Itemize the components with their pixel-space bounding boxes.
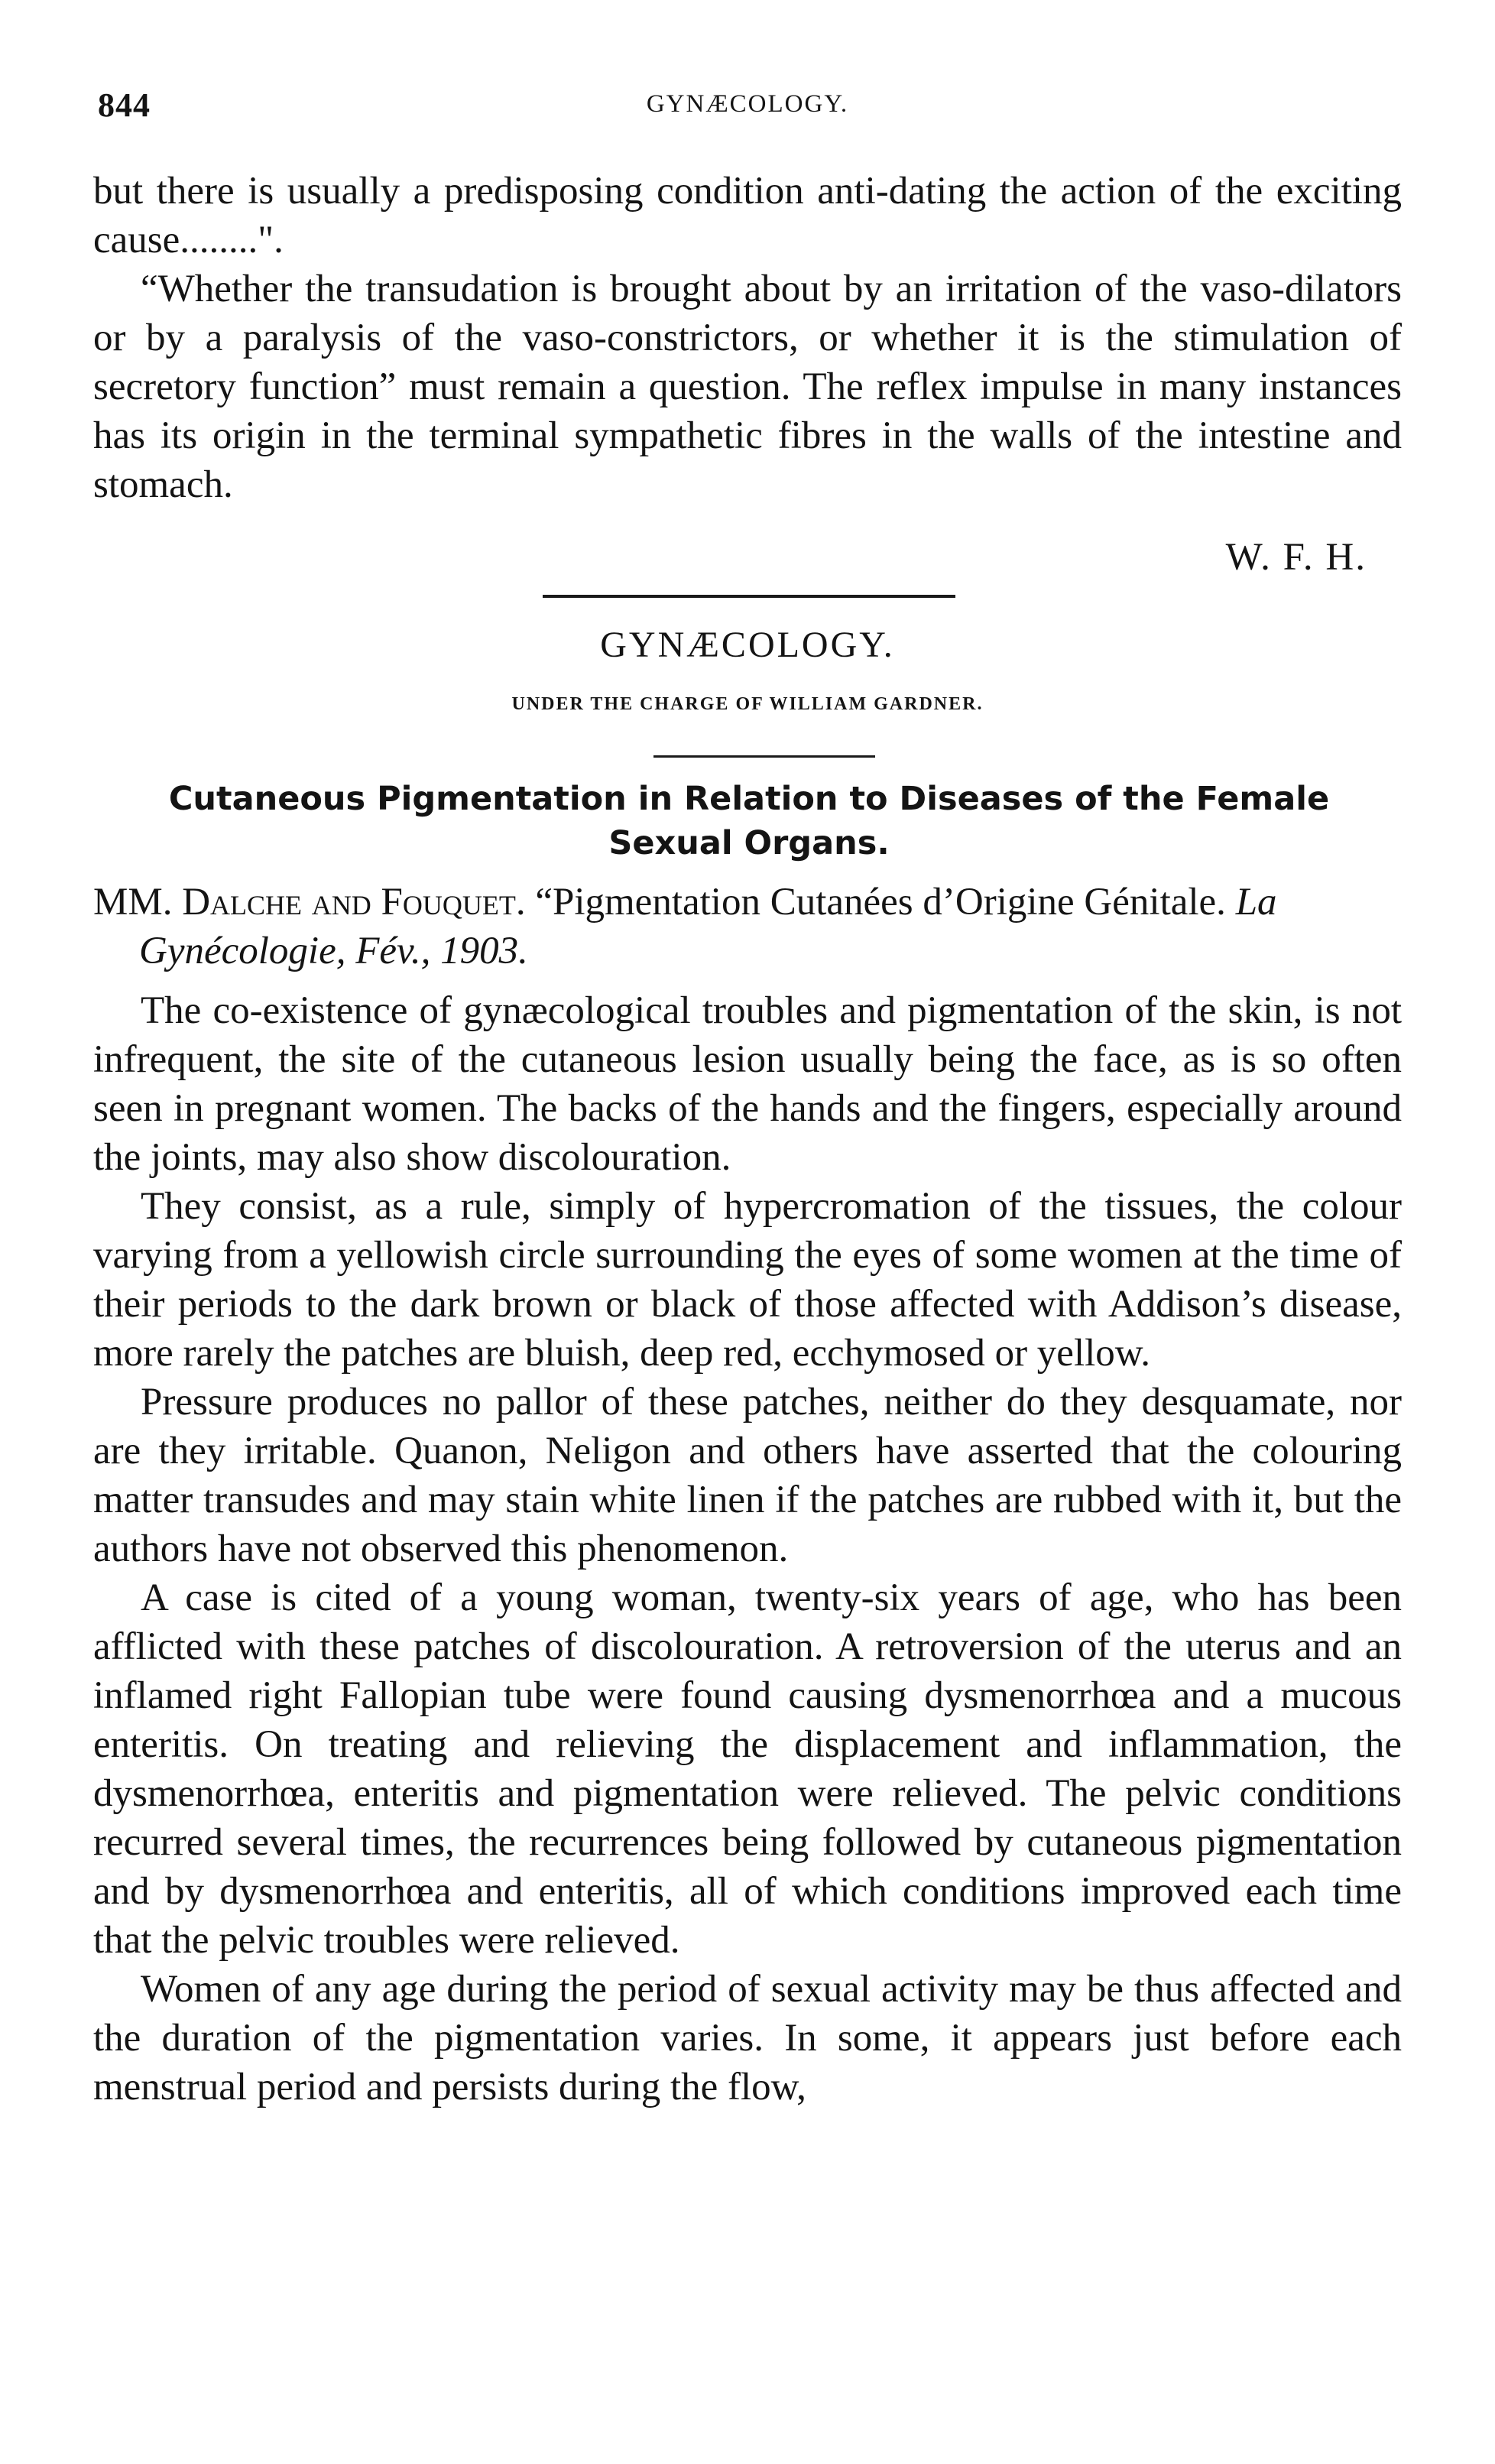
article-paragraph-2: They consist, as a rule, simply of hypercromation of the tissues, the colour varying from a yellowish circle surrounding the eyes of some women at the time of their periods to the dark brown or black of those affected with Addison’s disease, more rarely the patches are bluish, deep red, ecchymosed or yellow. (93, 1185, 1402, 1375)
section-editor: UNDER THE CHARGE OF WILLIAM GARDNER. (511, 694, 984, 714)
citation-journal: La Gynécologie, Fév., 1903. (139, 881, 1277, 972)
running-title: GYNÆCOLOGY. (646, 90, 849, 118)
citation-authors: MM. Dalche and Fouquet. (93, 881, 526, 924)
author-signature: W. F. H. (1225, 536, 1367, 579)
article-body (93, 986, 1402, 2112)
article-paragraph-5: Women of any age during the period of sexual activity may be thus affected and the duration of the pigmentation varies. In some, it appears just before each menstrual period and persists during the flow, (93, 1968, 1402, 2109)
page-number: 844 (98, 86, 151, 124)
section-divider (543, 595, 955, 598)
article-paragraph-1: The co-existence of gynæcological troubles and pigmentation of the skin, is not infrequent, the site of the cutaneous lesion usually being the face, as is so often seen in pregnant women. The backs of the hands and the fingers, especially around the joints, may also show discolouration. (93, 989, 1402, 1179)
continuation-paragraph-1: but there is usually a predisposing condition anti-dating the action of the exciting cause........". (93, 170, 1402, 261)
citation-work: “Pigmentation Cutanées d’Origine Génitale. (535, 881, 1226, 924)
section-title: GYNÆCOLOGY. (600, 625, 895, 665)
continuation-paragraph-2: “Whether the transudation is brought about by an irritation of the vaso-dilators or by a paralysis of the vaso-constrictors, or whether it is the stimulation of secretory function” must remain a question. The reflex impulse in many instances has its origin in the terminal sympathetic fibres in the walls of the intestine and stomach. (93, 268, 1402, 506)
article-paragraph-3: Pressure produces no pallor of these patches, neither do they desquamate, nor are they irritable. Quanon, Neligon and others have asserted that the colouring matter transudes and may stain white linen if the patches are rubbed with it, but the authors have not observed this phenomenon. (93, 1381, 1402, 1570)
article-paragraph-4: A case is cited of a young woman, twenty-six years of age, who has been afflicted with these patches of discolouration. A retroversion of the uterus and an inflamed right Fallopian tube were found causing dysmenorrhœa and a mucous enteritis. On treating and relieving the displacement and inflammation, the dysmenorrhœa, enteritis and pigmentation were relieved. The pelvic conditions recurred several times, the recurrences being followed by cutaneous pigmentation and by dysmenorrhœa and enteritis, all of which conditions improved each time that the pelvic troubles were relieved. (93, 1576, 1402, 1962)
article-citation (93, 878, 1448, 976)
running-head (98, 86, 1397, 131)
continuation-text (93, 167, 1402, 509)
section-subdivider (653, 755, 875, 758)
article-title: Cutaneous Pigmentation in Relation to Diseases of the Female Sexual Organs. (168, 780, 1330, 862)
